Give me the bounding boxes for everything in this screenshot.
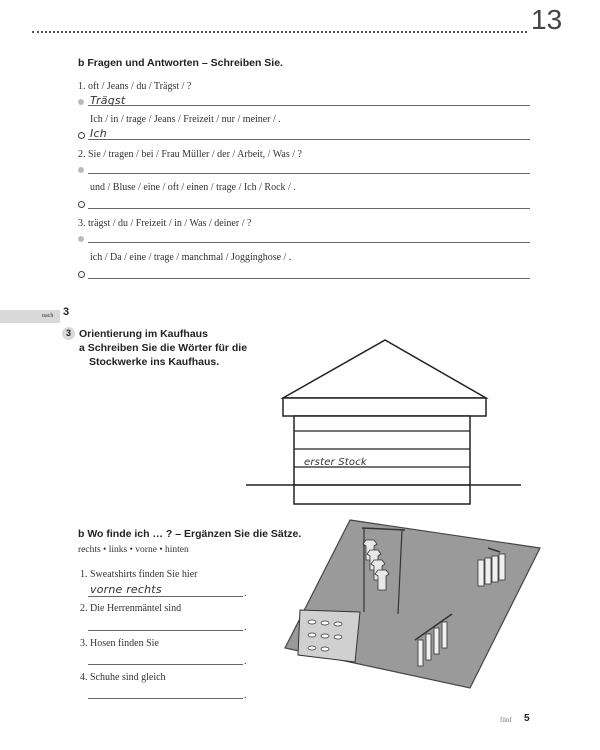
nach-number: 3 [63,306,70,318]
item-2-reply-prompt: und / Bluse / eine / oft / einen / trage / Ich / Rock / . [90,182,296,193]
b2-item-1-answer: vorne rechts [90,583,162,596]
word-box: rechts • links • vorne • hinten [78,545,189,555]
section-3-task-a: a Schreiben Sie die Wörter für die [79,342,248,354]
item-1-prompt: 1. oft / Jeans / du / Trägst / ? [78,81,192,92]
nach-label: nach [42,313,54,319]
period: . [244,622,247,633]
period: . [244,656,247,667]
period: . [244,690,247,701]
floor-label-answer: erster Stock [304,457,367,468]
section-3-title: Orientierung im Kaufhaus [79,328,208,340]
item-2-prompt: 2. Sie / tragen / bei / Frau Müller / der / Arbeit, / Was / ? [78,149,302,160]
exercise-number-badge: 3 [62,327,75,340]
store-floor [285,520,540,688]
page-word: fünf [500,716,512,724]
b2-item-4-prompt: 4. Schuhe sind gleich [80,672,166,683]
b2-item-1-prompt: 1. Sweatshirts finden Sie hier [80,569,198,580]
b2-item-2-prompt: 2. Die Herrenmäntel sind [80,603,182,614]
section-b-heading: b Fragen und Antworten – Schreiben Sie. [78,57,283,69]
section-b2-heading: b Wo finde ich … ? – Ergänzen Sie die Sätze. [78,528,302,540]
item-3-prompt: 3. trägst / du / Freizeit / in / Was / deiner / ? [78,218,252,229]
period: . [244,588,247,599]
section-3-task-a-line2: Stockwerke ins Kaufhaus. [89,356,220,368]
item-1-reply-answer: Ich [90,127,107,140]
chapter-number: 13 [531,4,563,35]
page-number: 5 [524,713,530,724]
item-1-answer: Trägst [90,94,126,107]
b2-item-3-prompt: 3. Hosen finden Sie [80,638,159,649]
item-3-reply-prompt: ich / Da / eine / trage / manchmal / Jogginghose / . [90,252,292,263]
item-1-reply-prompt: Ich / in / trage / Jeans / Freizeit / nur / meiner / . [90,114,281,125]
